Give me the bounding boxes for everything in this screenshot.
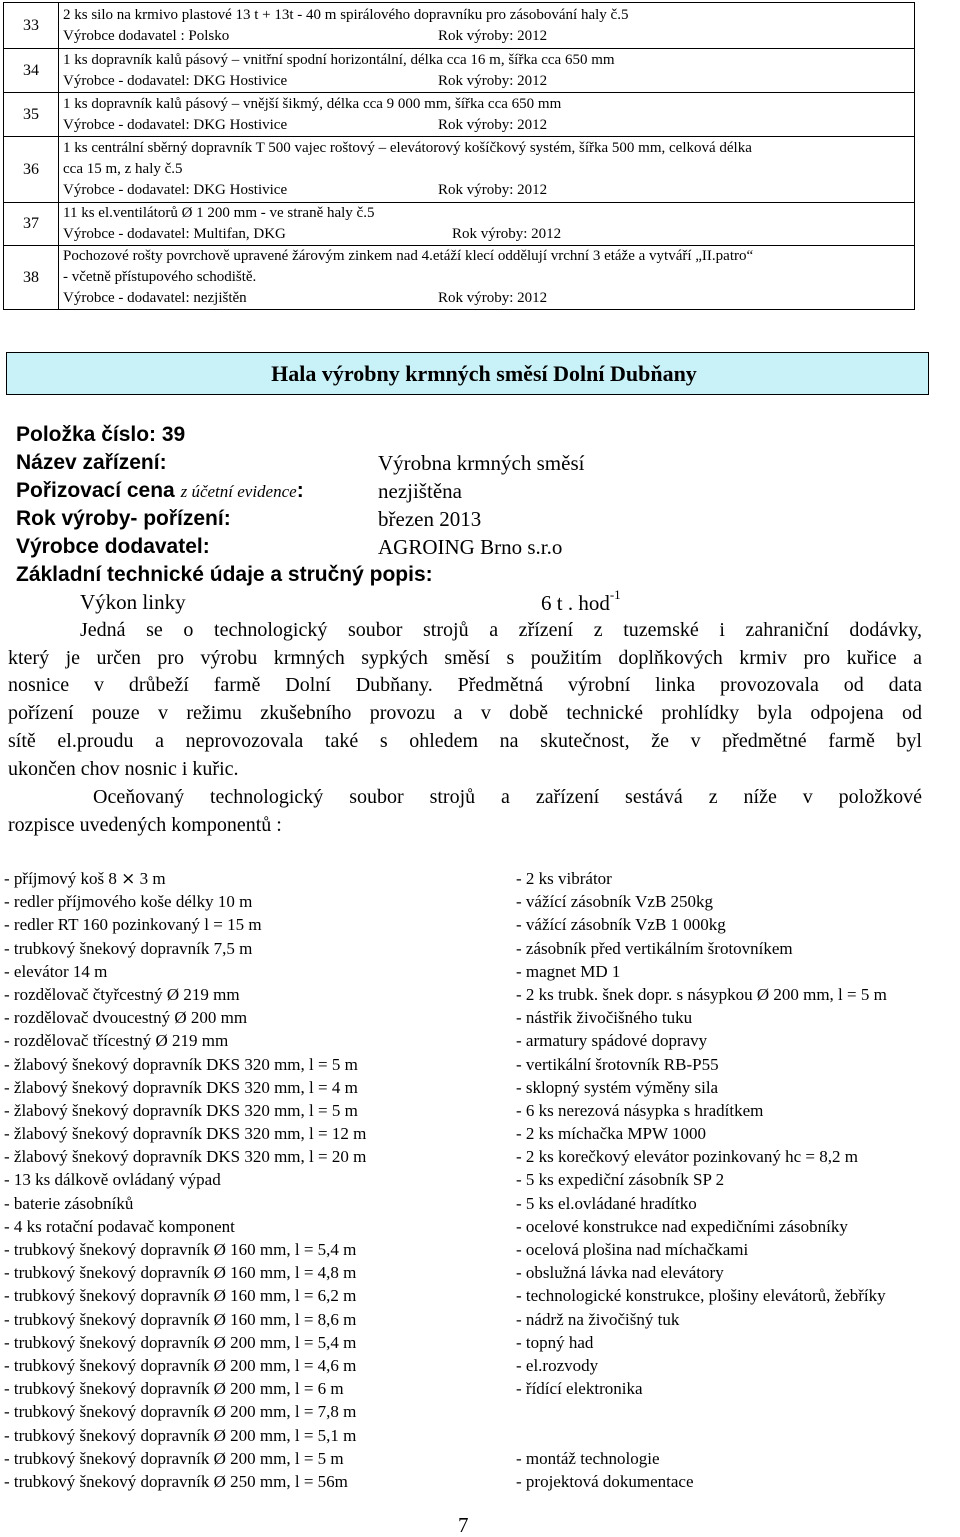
- component-item: [516, 1400, 887, 1423]
- item-price-colon: :: [296, 479, 304, 502]
- inventory-table: [3, 2, 915, 310]
- components-intro-paragraph: [8, 784, 922, 839]
- item-price-value: nezjištěna: [378, 479, 462, 503]
- component-item: - zásobník před vertikálním šrotovníkem: [516, 938, 793, 958]
- row-year: Rok výroby: 2012: [438, 116, 548, 133]
- component-item: - redler RT 160 pozinkovaný l = 15 m: [4, 915, 262, 935]
- component-item: - žlabový šnekový dopravník DKS 320 mm, l = 5 m: [4, 1054, 358, 1074]
- component-item: - 2 ks korečkový elevátor pozinkovaný hc = 8,2 m: [516, 1147, 858, 1167]
- row-year: Rok výroby: 2012: [438, 290, 548, 306]
- section-banner: [6, 352, 929, 395]
- component-item: - trubkový šnekový dopravník Ø 200 mm, l = 7,8 m: [4, 1402, 357, 1422]
- component-item: - trubkový šnekový dopravník Ø 200 mm, l = 5,4 m: [4, 1332, 357, 1352]
- component-item: - trubkový šnekový dopravník Ø 200 mm, l = 6 m: [4, 1379, 344, 1399]
- component-item: - el.rozvody: [516, 1355, 599, 1375]
- component-item: - elevátor 14 m: [4, 961, 108, 981]
- component-item: - 13 ks dálkově ovládaný výpad: [4, 1170, 221, 1190]
- row-maker: Výrobce - dodavatel: DKG Hostivice: [63, 182, 288, 198]
- component-item: - 4 ks rotační podavač komponent: [4, 1216, 235, 1236]
- components-list-right: [516, 867, 887, 1493]
- paragraph-line: který je určen pro výrobu krmných sypkých směsí s použitím doplňkových krmiv pro kuřice a: [8, 646, 922, 669]
- item-name-label: Název zařízení:: [16, 451, 167, 474]
- component-item: - rozdělovač čtyřcestný Ø 219 mm: [4, 984, 240, 1004]
- row-year: Rok výroby: 2012: [438, 182, 548, 198]
- row-line: [63, 288, 914, 309]
- component-item: - trubkový šnekový dopravník Ø 160 mm, l = 6,2 m: [4, 1286, 357, 1306]
- component-item: - vážící zásobník VzB 1 000kg: [516, 915, 726, 935]
- paragraph-line: ukončen chov nosnic i kuřic.: [8, 757, 239, 780]
- item-number-label: Položka číslo: 39: [16, 423, 186, 446]
- component-item: - 5 ks expediční zásobník SP 2: [516, 1170, 725, 1190]
- row-line: - včetně přístupového schodiště.: [63, 269, 257, 285]
- row-line: Pochozové rošty povrchově upravené žárovým zinkem nad 4.etáží klecí oddělují vrchní 3 etáže a vytváří „II.patro“: [63, 248, 754, 264]
- component-item: [516, 1424, 887, 1447]
- component-item: - žlabový šnekový dopravník DKS 320 mm, l = 5 m: [4, 1100, 358, 1120]
- item-price-label: [16, 479, 304, 503]
- row-number: 38: [4, 246, 59, 310]
- component-item: - trubkový šnekový dopravník Ø 160 mm, l = 8,6 m: [4, 1309, 357, 1329]
- paragraph-line: rozpisce uvedených komponentů :: [8, 813, 282, 836]
- item-year-value: březen 2013: [378, 507, 482, 531]
- component-item: - baterie zásobníků: [4, 1193, 134, 1213]
- output-label: Výkon linky: [80, 590, 186, 614]
- paragraph-line: nosnice v drůbeží farmě Dolní Dubňany. Předmětná výrobní linka provozovala od data: [8, 674, 922, 697]
- row-description: [59, 203, 915, 246]
- row-line: 11 ks el.ventilátorů Ø 1 200 mm - ve straně haly č.5: [63, 205, 375, 221]
- page-number: 7: [458, 1513, 469, 1537]
- row-maker: Výrobce - dodavatel: DKG Hostivice: [63, 116, 288, 133]
- row-line: [63, 26, 914, 47]
- item-price-label-text: Pořizovací cena: [16, 479, 175, 502]
- output-value-text: 6 t . hod: [541, 591, 610, 615]
- component-item: - 2 ks vibrátor: [516, 869, 612, 888]
- component-item: - trubkový šnekový dopravník Ø 160 mm, l = 4,8 m: [4, 1263, 357, 1283]
- paragraph-line: Oceňovaný technologický soubor strojů a zařízení sestává z níže v položkové: [93, 786, 922, 808]
- row-number: 35: [4, 93, 59, 137]
- component-item: - příjmový koš 8 ⨯ 3 m: [4, 869, 166, 888]
- row-maker: Výrobce - dodavatel: nezjištěn: [63, 290, 247, 306]
- component-item: - ocelové konstrukce nad expedičními zásobníky: [516, 1216, 848, 1236]
- component-item: - technologické konstrukce, plošiny elevátorů, žebříky: [516, 1286, 886, 1306]
- row-line: 1 ks dopravník kalů pásový – vnější šikmý, délka cca 9 000 mm, šířka cca 650 mm: [63, 95, 562, 112]
- item-year-label: Rok výroby- pořízení:: [16, 507, 231, 530]
- inventory-row: [4, 93, 915, 137]
- inventory-row: [4, 137, 915, 203]
- component-item: - 6 ks nerezová násypka s hradítkem: [516, 1100, 764, 1120]
- row-number: 37: [4, 203, 59, 246]
- row-number: 36: [4, 137, 59, 203]
- description-paragraph: [8, 617, 922, 783]
- row-line: cca 15 m, z haly č.5: [63, 161, 183, 177]
- component-item: - armatury spádové dopravy: [516, 1031, 708, 1051]
- inventory-row: [4, 203, 915, 246]
- component-item: - nádrž na živočišný tuk: [516, 1309, 680, 1329]
- row-maker: Výrobce - dodavatel: Multifan, DKG: [63, 226, 286, 242]
- component-item: - ocelová plošina nad míchačkami: [516, 1240, 749, 1259]
- item-maker-value: AGROING Brno s.r.o: [378, 535, 563, 559]
- inventory-table-body: [4, 3, 915, 310]
- component-item: - rozdělovač dvoucestný Ø 200 mm: [4, 1008, 248, 1028]
- inventory-row: [4, 3, 915, 49]
- section-title: Hala výrobny krmných směsí Dolní Dubňany: [271, 360, 697, 386]
- row-line: [63, 115, 914, 136]
- item-tech-label: Základní technické údaje a stručný popis:: [16, 563, 433, 586]
- component-item: - 2 ks trubk. šnek dopr. s násypkou Ø 200 mm, l = 5 m: [516, 984, 887, 1004]
- component-item: - topný had: [516, 1332, 594, 1352]
- row-line: 1 ks dopravník kalů pásový – vnitřní spodní horizontální, délka cca 16 m, šířka cca 650 mm: [63, 51, 615, 68]
- row-year: Rok výroby: 2012: [438, 72, 548, 89]
- component-item: - trubkový šnekový dopravník Ø 160 mm, l = 5,4 m: [4, 1240, 357, 1259]
- row-description: [59, 3, 915, 49]
- component-item: - trubkový šnekový dopravník Ø 250 mm, l = 56m: [4, 1471, 348, 1491]
- row-line: 1 ks centrální sběrný dopravník T 500 vajec roštový – elevátorový košíčkový systém, šířka 500 mm, celková délka: [63, 140, 752, 156]
- row-description: [59, 246, 915, 310]
- component-item: - trubkový šnekový dopravník Ø 200 mm, l = 5,1 m: [4, 1425, 357, 1445]
- row-number: 34: [4, 49, 59, 93]
- component-item: - trubkový šnekový dopravník Ø 200 mm, l = 5 m: [4, 1448, 344, 1468]
- component-item: - řídící elektronika: [516, 1379, 643, 1399]
- component-item: - vertikální šrotovník RB-P55: [516, 1054, 719, 1074]
- component-item: - vážící zásobník VzB 250kg: [516, 892, 714, 912]
- component-item: - trubkový šnekový dopravník Ø 200 mm, l = 4,6 m: [4, 1355, 357, 1375]
- component-item: - 5 ks el.ovládané hradítko: [516, 1193, 697, 1213]
- component-item: - žlabový šnekový dopravník DKS 320 mm, l = 4 m: [4, 1077, 358, 1097]
- output-exponent: -1: [609, 587, 621, 602]
- component-item: - nástřik živočišného tuku: [516, 1008, 693, 1028]
- inventory-row: [4, 49, 915, 93]
- row-line: [63, 71, 914, 92]
- row-line: [63, 224, 914, 245]
- paragraph-line: Jedná se o technologický soubor strojů a zřízení z tuzemské i zahraniční dodávky,: [80, 619, 922, 641]
- component-item: - žlabový šnekový dopravník DKS 320 mm, l = 20 m: [4, 1147, 367, 1167]
- component-item: - redler příjmového koše délky 10 m: [4, 892, 253, 912]
- row-description: [59, 137, 915, 203]
- component-item: - montáž technologie: [516, 1448, 660, 1468]
- row-year: Rok výroby: 2012: [438, 27, 548, 44]
- row-number: 33: [4, 3, 59, 49]
- inventory-row: [4, 246, 915, 310]
- row-description: [59, 49, 915, 93]
- component-item: - magnet MD 1: [516, 961, 621, 981]
- item-price-note: z účetní evidence: [180, 482, 297, 501]
- component-item: - obslužná lávka nad elevátory: [516, 1263, 724, 1283]
- component-item: - 2 ks míchačka MPW 1000: [516, 1124, 706, 1144]
- component-item: - sklopný systém výměny sila: [516, 1077, 719, 1097]
- component-item: - rozdělovač třícestný Ø 219 mm: [4, 1031, 229, 1051]
- component-item: - žlabový šnekový dopravník DKS 320 mm, l = 12 m: [4, 1124, 367, 1144]
- row-maker: Výrobce - dodavatel: DKG Hostivice: [63, 72, 288, 89]
- component-item: - trubkový šnekový dopravník 7,5 m: [4, 938, 253, 958]
- row-line: [63, 180, 914, 201]
- row-description: [59, 93, 915, 137]
- item-name-value: Výrobna krmných směsí: [378, 451, 585, 475]
- row-year: Rok výroby: 2012: [452, 226, 562, 242]
- row-line: 2 ks silo na krmivo plastové 13 t + 13t - 40 m spirálového dopravníku pro zásobování haly č.5: [63, 6, 629, 23]
- item-maker-label: Výrobce dodavatel:: [16, 535, 210, 558]
- components-list-left: [4, 867, 366, 1493]
- paragraph-line: sítě el.proudu a neprovozovala také s ohledem na skutečnost, že v předmětné farmě byl: [8, 729, 922, 752]
- component-item: - projektová dokumentace: [516, 1471, 694, 1491]
- row-maker: Výrobce dodavatel : Polsko: [63, 27, 230, 44]
- output-value: [541, 587, 621, 616]
- paragraph-line: pořízení pouze v režimu zkušebního provozu a v době technické prohlídky byla odpojena od: [8, 702, 922, 725]
